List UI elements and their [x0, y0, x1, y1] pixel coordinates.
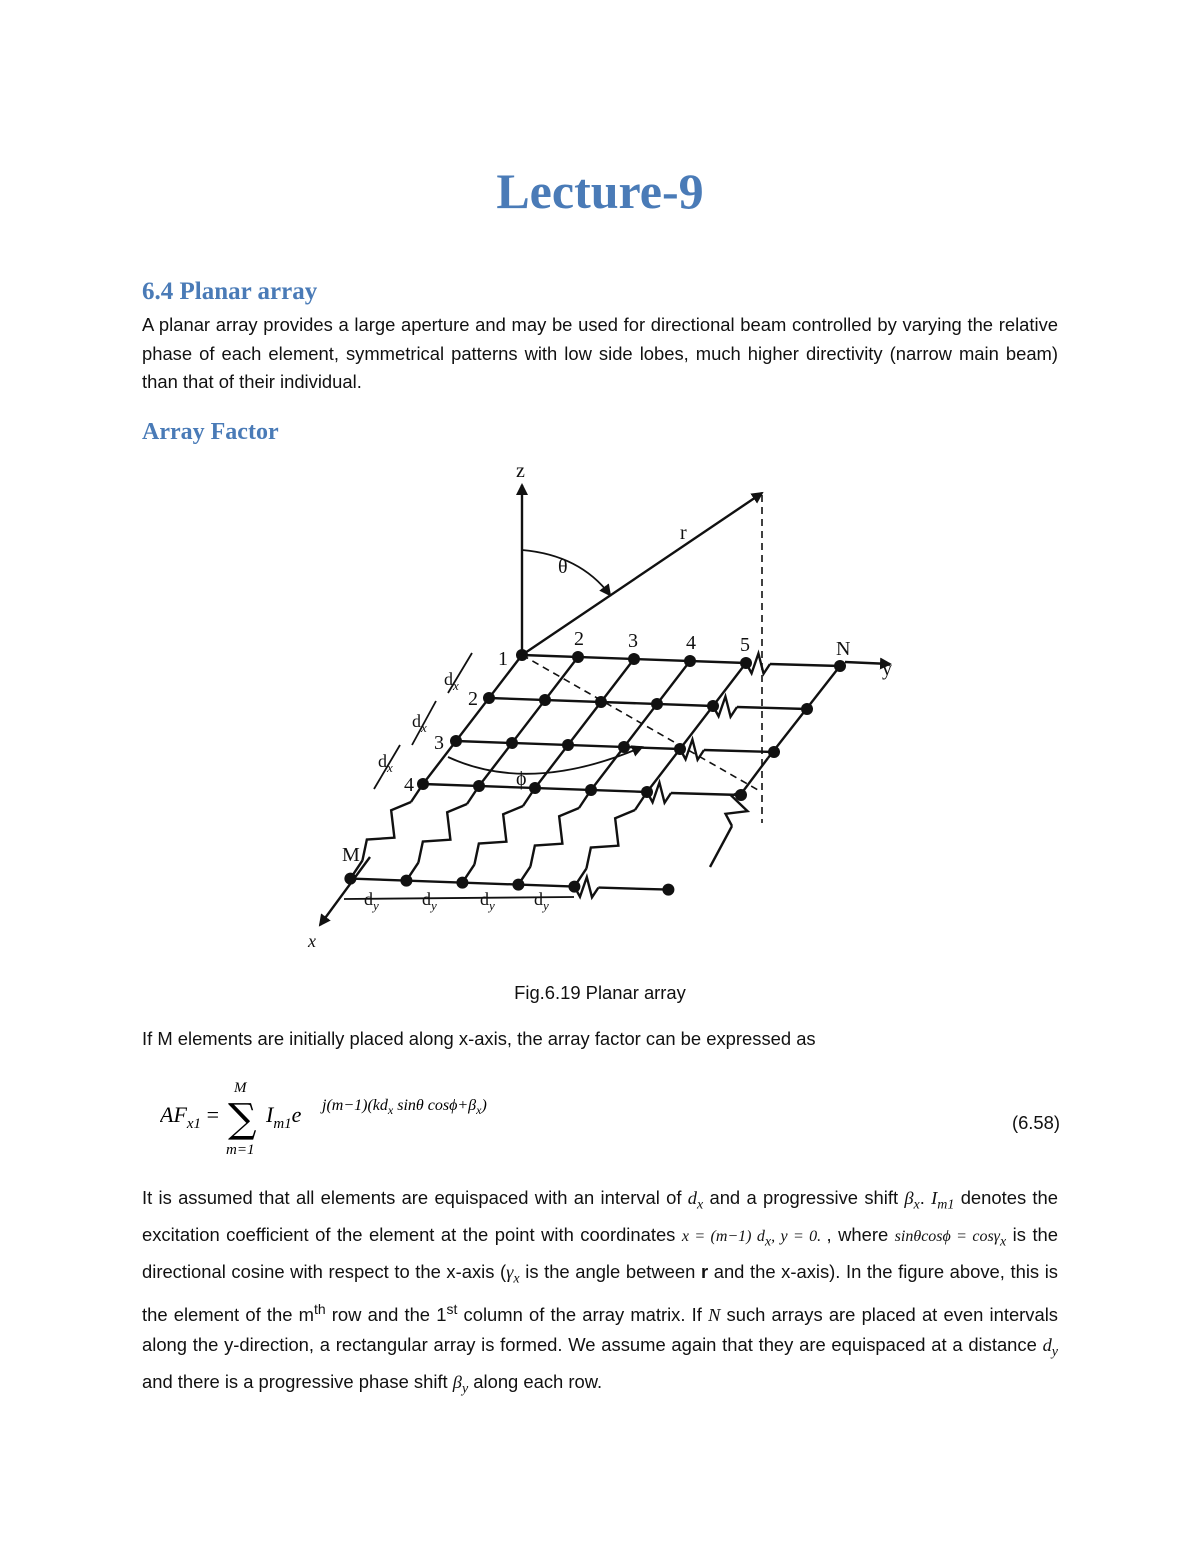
array-element — [628, 653, 640, 665]
grid-line — [710, 826, 732, 867]
assumption-paragraph: It is assumed that all elements are equispaced with an interval of $d_x$ and a progressive shift $\beta_x$. $I_{m1}$ denotes the excitation coefficient of the element at the point with coordinates x = (m−1) $d_x$, y = 0. , where sinθcosϕ = cosγ$_x$ is the directional cosine with respect to the x-axis ($\gamma_x$ is the angle between r and the x-axis). In the figure above, this is the element of the $m^{th}$ row and the 1st column of the array matrix. If N such arrays are placed at even intervals along the y-direction, a rectangular array is formed. We assume again that they are equispaced at a distance $d_y$ and there is a progressive phase shift $\beta_y$ along each row. — [142, 1187, 1059, 1397]
grid-line — [535, 659, 634, 788]
column-label: 3 — [628, 630, 638, 652]
subsection-heading: Array Factor — [142, 419, 279, 445]
dx-spacing — [374, 653, 472, 789]
array-element — [595, 696, 607, 708]
array-factor-formula — [160, 1078, 680, 1158]
intro-paragraph: A planar array provides a large aperture and may be used for directional beam controlled by varying the relative phase of each element, symmetrical patterns with low side lobes, much higher directivity (narrow main beam) than that of their individual. — [142, 314, 1058, 392]
column-label: N — [836, 638, 851, 660]
svg-text:j(m−1)(kdx sinθ cosϕ+βx): $j(m-1)(kd_x$ sinθ $\cos\phi+\beta_x$) — [322, 1097, 487, 1117]
array-element — [618, 741, 630, 753]
array-element — [562, 739, 574, 751]
array-element — [572, 651, 584, 663]
array-element — [539, 694, 551, 706]
grid-line — [479, 657, 578, 786]
row-label: 1 — [498, 648, 508, 670]
x-axis-arrow — [320, 857, 370, 925]
grid-line — [591, 661, 690, 790]
y-axis-label: y — [882, 658, 892, 680]
svg-text:M: M — [234, 1080, 247, 1096]
array-element — [662, 884, 674, 896]
r-label: r — [680, 522, 687, 544]
grid-line — [770, 664, 840, 666]
array-element — [506, 737, 518, 749]
grid-line — [744, 758, 768, 790]
row-label: 4 — [404, 774, 414, 796]
grid-line — [647, 663, 746, 792]
array-element — [684, 655, 696, 667]
grid-line — [671, 793, 741, 795]
dy-spacing — [344, 889, 574, 913]
array-element — [450, 735, 462, 747]
svg-text:dy: $d_y$ — [364, 889, 379, 913]
grid-line — [423, 655, 522, 784]
svg-text:dy: $d_y$ — [534, 889, 549, 913]
z-axis-label: z — [516, 460, 525, 482]
array-element — [585, 784, 597, 796]
array-element — [801, 703, 813, 715]
grid-line — [598, 888, 668, 890]
array-element — [400, 875, 412, 887]
theta-label: θ — [558, 556, 568, 578]
svg-text:Im1e: $I_{m1}e$ — [266, 1102, 302, 1132]
grid-line — [522, 655, 758, 790]
array-element — [529, 782, 541, 794]
planar-array-figure — [300, 455, 920, 955]
phi-label: ϕ — [516, 768, 527, 790]
array-element — [473, 780, 485, 792]
array-element — [483, 692, 495, 704]
break-zigzag — [418, 804, 467, 863]
svg-text:dy: $d_y$ — [480, 889, 495, 913]
grid-line — [737, 707, 807, 709]
array-element — [456, 877, 468, 889]
lead-sentence: If M elements are initially placed along x-axis, the array factor can be expressed as — [142, 1028, 816, 1049]
section-heading: 6.4 Planar array — [142, 278, 318, 305]
figure-caption: Fig.6.19 Planar array — [514, 982, 686, 1003]
array-element — [417, 778, 429, 790]
svg-text:dx: $d_x$ — [444, 669, 459, 693]
array-element — [834, 660, 846, 672]
svg-text:AFx1 =: $AF_{x1}$ = — [160, 1102, 219, 1132]
svg-text:∑: ∑ — [228, 1096, 257, 1142]
column-label: 4 — [686, 632, 696, 654]
row-label: 2 — [468, 688, 478, 710]
column-label: 5 — [740, 634, 750, 656]
equation-6-58 — [160, 1078, 1060, 1158]
x-axis-label: x — [308, 931, 316, 951]
array-element — [735, 789, 747, 801]
array-element — [768, 746, 780, 758]
break-zigzag — [362, 802, 411, 861]
array-element — [512, 879, 524, 891]
row-label: M — [342, 844, 360, 866]
equation-number: (6.58) — [1011, 1112, 1060, 1133]
break-zigzag — [530, 808, 579, 867]
grid-line — [704, 750, 774, 752]
column-label: 2 — [574, 628, 584, 650]
svg-text:m=1: m=1 — [226, 1142, 255, 1158]
array-element — [568, 881, 580, 893]
svg-text:dx: $d_x$ — [412, 711, 427, 735]
break-zigzag — [474, 806, 523, 865]
array-element — [707, 700, 719, 712]
break-zigzag — [586, 810, 635, 869]
array-element — [674, 743, 686, 755]
array-element — [651, 698, 663, 710]
row-label: 3 — [434, 732, 444, 754]
page-title: Lecture-9 — [496, 163, 704, 219]
array-element — [740, 657, 752, 669]
grid-lines — [350, 654, 840, 898]
array-element — [641, 786, 653, 798]
svg-text:dy: $d_y$ — [422, 889, 437, 913]
svg-text:dx: $d_x$ — [378, 751, 393, 775]
